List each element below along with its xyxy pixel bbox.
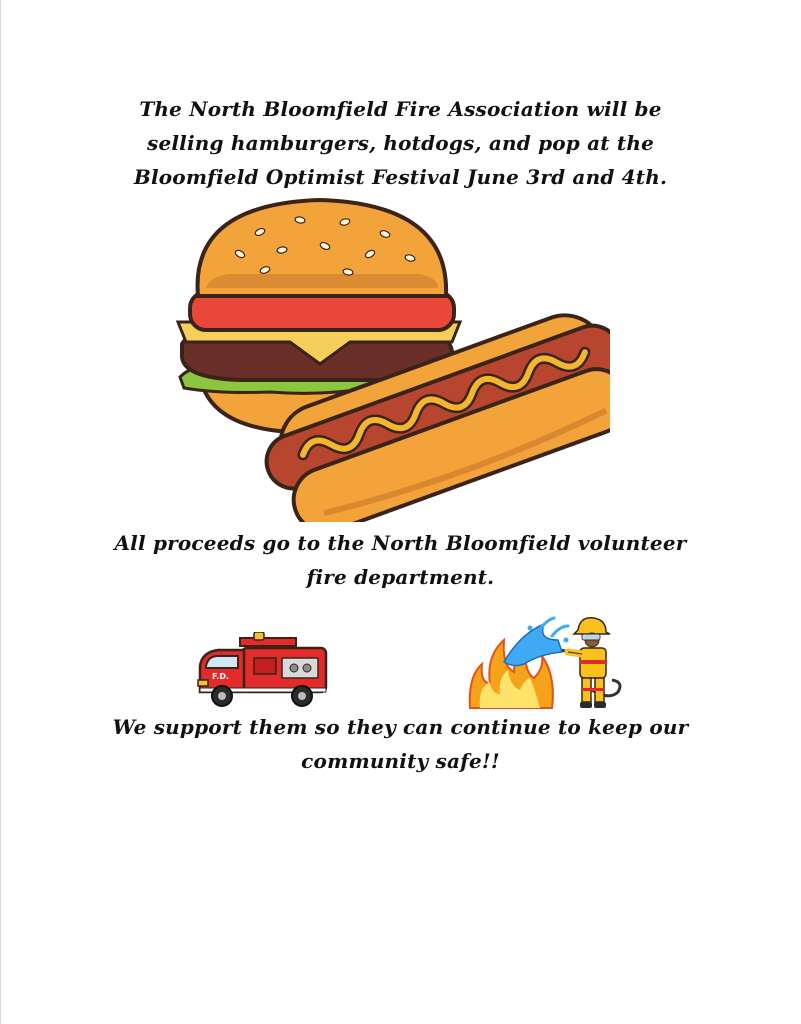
firefighter-scene (468, 616, 638, 712)
proceeds-paragraph (0, 526, 801, 594)
food-illustration (170, 192, 610, 522)
fire-truck-icon (194, 632, 334, 712)
support-paragraph (0, 710, 801, 778)
support-line-2: community safe!! (301, 749, 500, 773)
support-line-1: We support them so they can continue to keep our (112, 715, 689, 739)
truck-label: F.D. (212, 672, 230, 681)
proceeds-line-2: fire department. (306, 565, 495, 589)
water-spray-icon (504, 618, 569, 666)
intro-line-2: selling hamburgers, hotdogs, and pop at the (146, 131, 655, 155)
intro-paragraph (0, 92, 801, 194)
intro-line-1: The North Bloomfield Fire Association will be (139, 97, 662, 121)
firefighter-icon (568, 618, 610, 708)
proceeds-line-1: All proceeds go to the North Bloomfield volunteer (114, 531, 687, 555)
intro-line-3: Bloomfield Optimist Festival June 3rd and 4th. (133, 165, 668, 189)
